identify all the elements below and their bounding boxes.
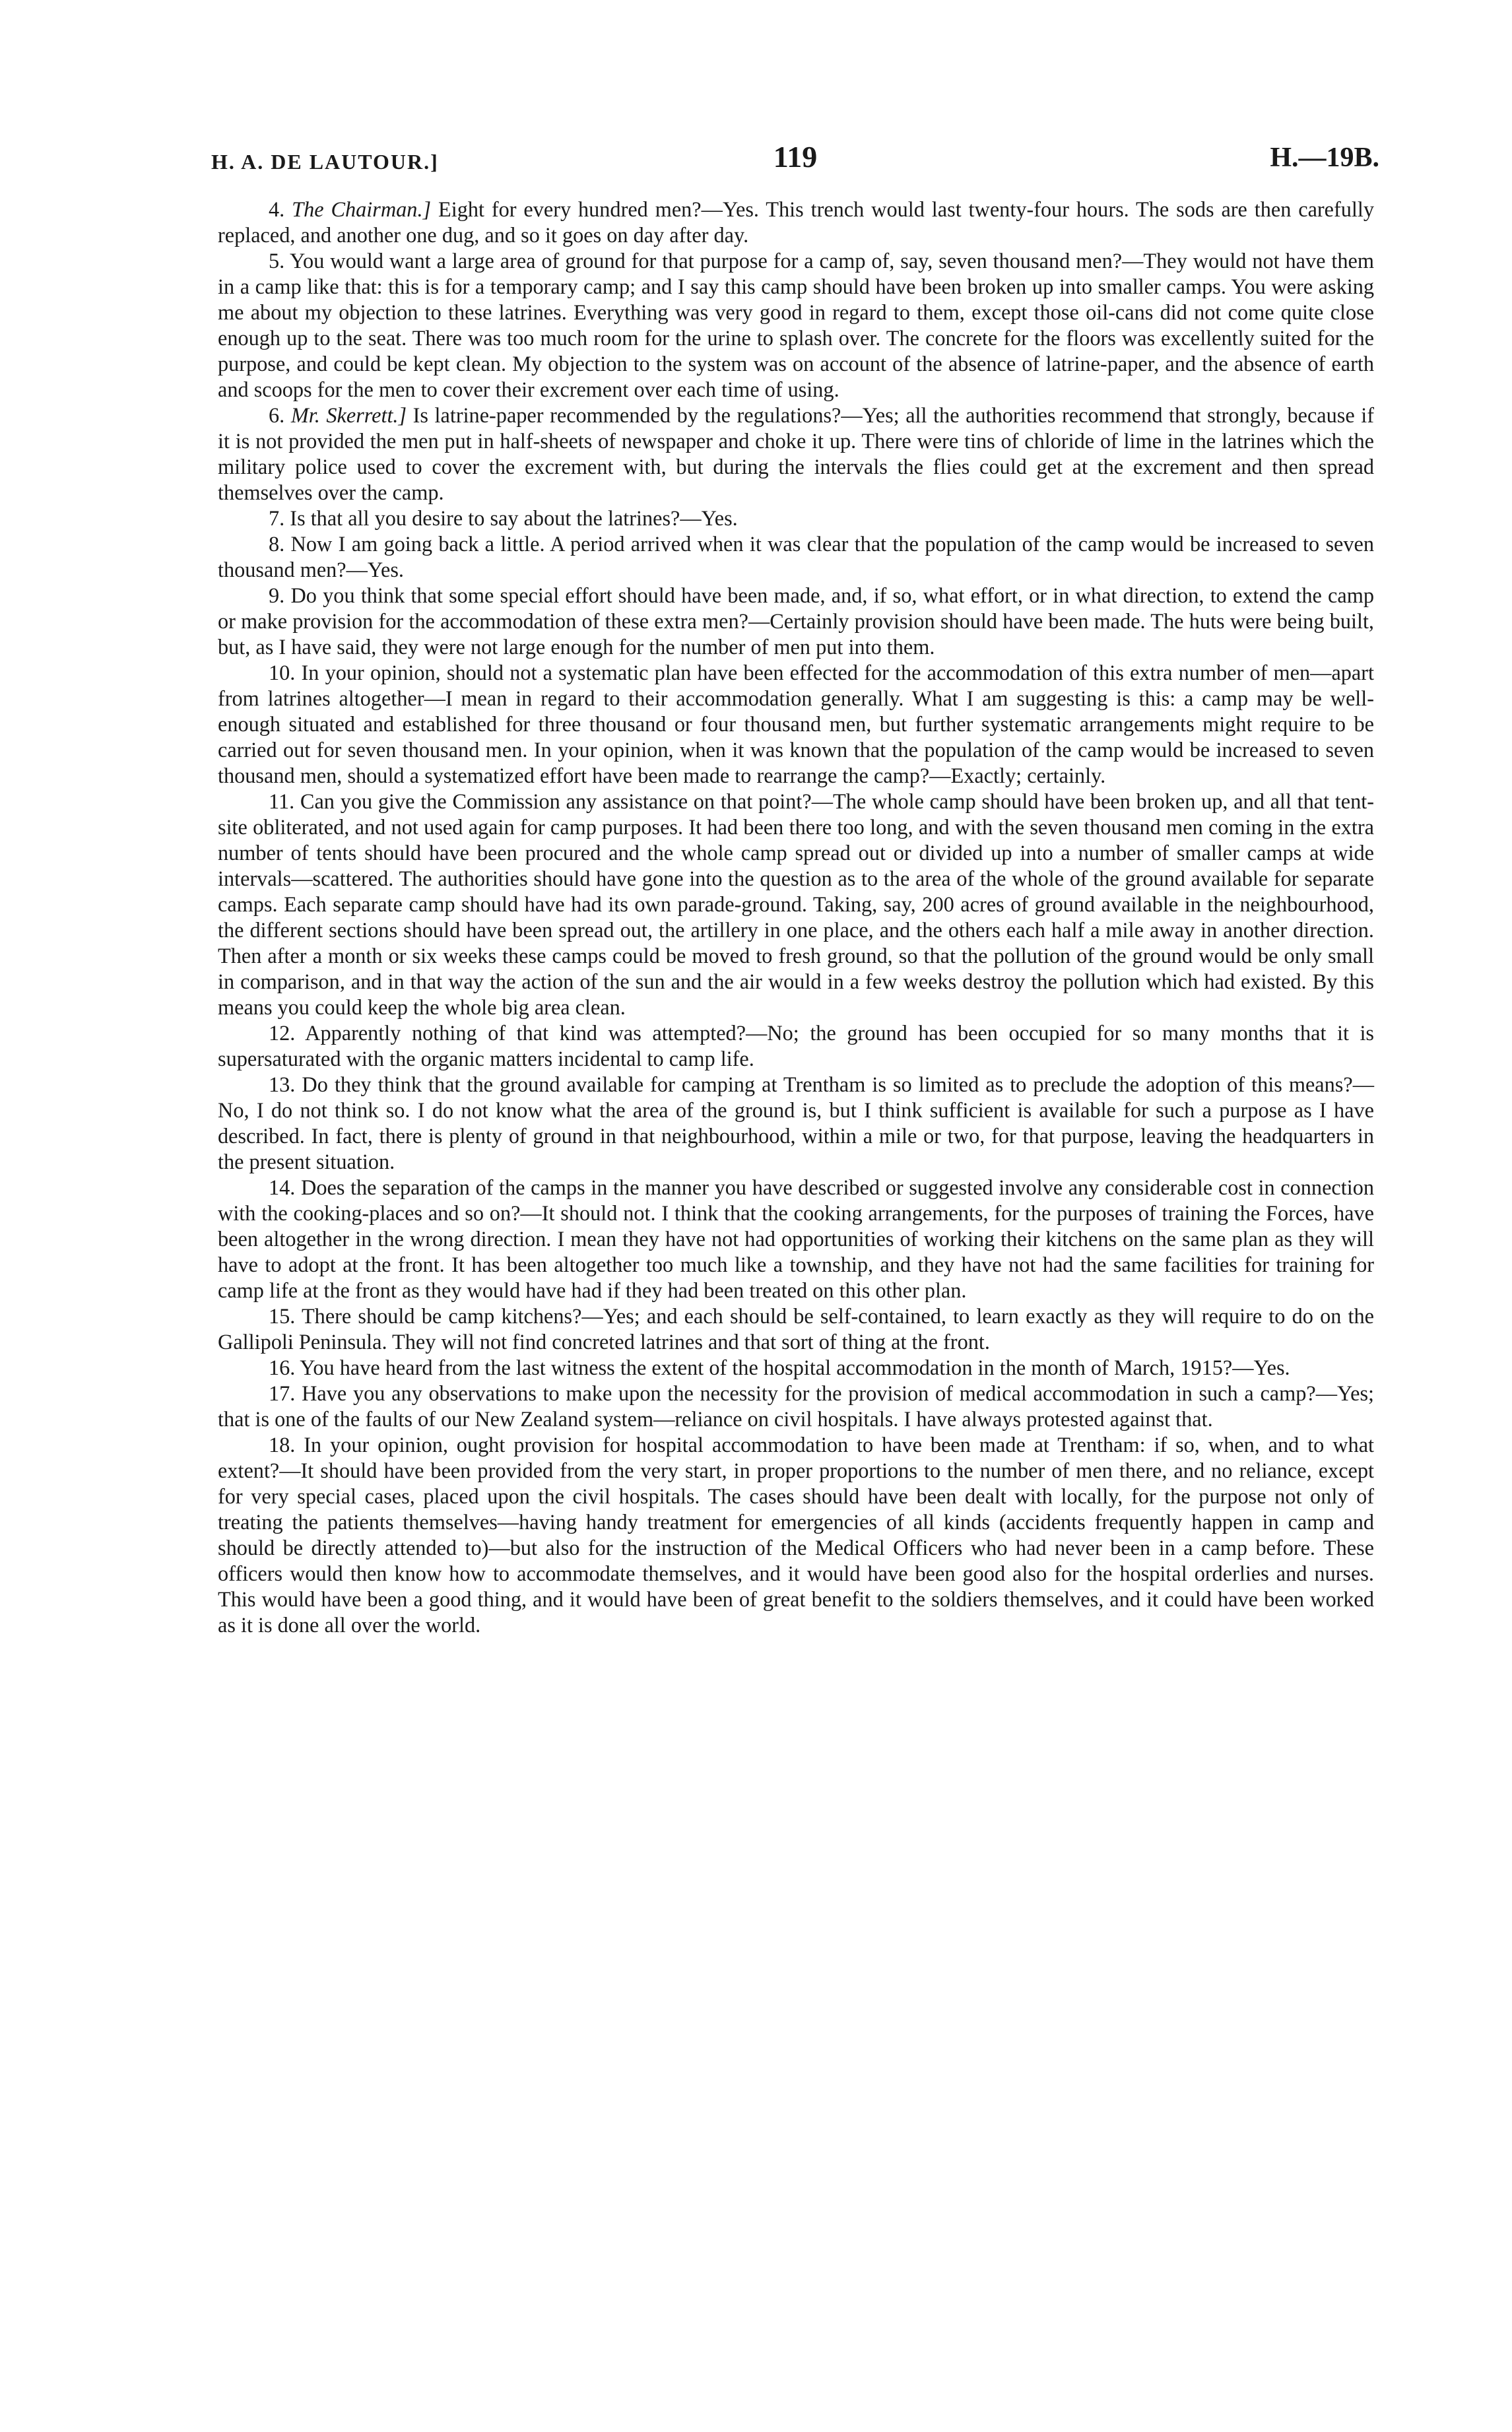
paragraph — [218, 789, 1374, 1020]
paragraph — [218, 197, 1374, 248]
paragraph — [218, 248, 1374, 403]
paragraph-text: You have heard from the last witness the extent of the hospital accommodation in the month of March, 1915?—Yes. — [295, 1356, 1290, 1379]
paragraph — [218, 1303, 1374, 1355]
paragraph-text: Is that all you desire to say about the latrines?—Yes. — [284, 506, 738, 530]
paragraph — [218, 1020, 1374, 1072]
paragraph — [218, 1175, 1374, 1303]
paragraph-text: Now I am going back a little. A period arrived when it was clear that the population of the camp would be increased to seven thousand men?—Yes. — [218, 532, 1374, 581]
paragraph-text: Do you think that some special effort should have been made, and, if so, what effort, or in what direction, to extend the camp or make provision for the accommodation of these extra men?—Certainly provision should have been made. The huts were being built, but, as I have said, they were not large enough for the number of men put into them. — [218, 583, 1374, 659]
page-header — [211, 135, 1379, 181]
paragraph-text: You would want a large area of ground for that purpose for a camp of, say, seven thousand men?—They would not have them in a camp like that: this is for a temporary camp; and I say this camp should have been broken up into smaller camps. You were asking me about my objection to these latrines. Everything was very good in regard to them, except those oil-cans did not come quite close enough up to the seat. There was too much room for the urine to splash over. The concrete for the floors was excellently suited for the purpose, and could be kept clean. My objection to the system was on account of the absence of latrine-paper, and the absence of earth and scoops for the men to cover their excrement over each time of using. — [218, 249, 1374, 401]
paragraph — [218, 531, 1374, 583]
paragraph-number: 10. — [269, 661, 296, 684]
paragraph-number: 13. — [269, 1072, 296, 1096]
page-number: 119 — [773, 140, 818, 174]
paragraph-number: 17. — [269, 1381, 296, 1405]
paragraph — [218, 506, 1374, 531]
speaker-label: Mr. Skerrett.] — [290, 403, 407, 427]
document-reference: H.—19B. — [1270, 143, 1379, 173]
paragraph-number: 16. — [269, 1356, 296, 1379]
paragraph-text: In your opinion, should not a systematic plan have been effected for the accommodation of this extra number of men—apart from latrines altogether—I mean in regard to their accommodation generally. What I am suggesting is this: a camp may be well-enough situated and established for three thousand or four thousand men, but further systematic arrangements might require to be carried out for seven thousand men. In your opinion, when it was known that the population of the camp would be increased to seven thousand men, should a systematized effort have been made to rearrange the camp?—Exactly; certainly. — [218, 661, 1374, 787]
paragraph-number: 12. — [269, 1021, 296, 1045]
paragraph — [218, 660, 1374, 789]
page-body — [218, 197, 1374, 1638]
paragraph-number: 14. — [269, 1175, 296, 1199]
paragraph — [218, 1072, 1374, 1175]
paragraph-number: 9. — [269, 583, 285, 607]
paragraph-number: 4. — [269, 197, 285, 221]
witness-name: H. A. DE LAUTOUR.] — [211, 150, 439, 174]
paragraph — [218, 1355, 1374, 1381]
paragraph-text: Do they think that the ground available for camping at Trentham is so limited as to preclude the adoption of this means?—No, I do not think so. I do not know what the area of the ground is, but I think sufficient is available for such a purpose as I have described. In fact, there is plenty of ground in that neighbourhood, within a mile or two, for that purpose, leaving the headquarters in the present situation. — [218, 1072, 1374, 1173]
paragraph — [218, 1381, 1374, 1432]
paragraph-text: Is latrine-paper recommended by the regulations?—Yes; all the authorities recommend that strongly, because if it is not provided the men put in half-sheets of newspaper and choke it up. There were tins of chloride of lime in the latrines which the military police used to cover the excrement with, but during the intervals the flies could get at the excrement and then spread themselves over the camp. — [218, 403, 1375, 504]
paragraph-number: 11. — [269, 789, 295, 813]
paragraph-text: Have you any observations to make upon the necessity for the provision of medical accommodation in such a camp?—Yes; that is one of the faults of our New Zealand system—reliance on civil hospitals. I have always protested against that. — [218, 1381, 1374, 1431]
paragraph-text: Eight for every hundred men?—Yes. This trench would last twenty-four hours. The sods are then carefully replaced, and another one dug, and so it goes on day after day. — [218, 197, 1374, 247]
paragraph-text: There should be camp kitchens?—Yes; and each should be self-contained, to learn exactly as they will require to do on the Gallipoli Peninsula. They will not find concreted latrines and that sort of thing at the front. — [218, 1304, 1374, 1354]
paragraph-number: 18. — [269, 1433, 296, 1457]
paragraph-number: 6. — [269, 403, 285, 427]
paragraph-text: Apparently nothing of that kind was attempted?—No; the ground has been occupied for so many months that it is supersaturated with the organic matters incidental to camp life. — [218, 1021, 1374, 1070]
paragraph-text: Can you give the Commission any assistance on that point?—The whole camp should have been broken up, and all that tent-site obliterated, and not used again for camp purposes. It had been there too long, and with the seven thousand men coming in the extra number of tents should have been procured and the whole camp spread out or divided up into a number of smaller camps at wide intervals—scattered. The authorities should have gone into the question as to the area of the whole of the ground available for separate camps. Each separate camp should have had its own parade-ground. Taking, say, 200 acres of ground available in the neighbourhood, the different sections should have been spread out, the artillery in one place, and the others each half a mile away in another direction. Then after a month or six weeks these camps could be moved to fresh ground, so that the pollution of the ground would be only small in comparison, and in that way the action of the sun and the air would in a few weeks destroy the pollution which had existed. By this means you could keep the whole big area clean. — [218, 789, 1374, 1019]
paragraph-number: 7. — [269, 506, 285, 530]
paragraph — [218, 1432, 1374, 1638]
paragraph — [218, 583, 1374, 660]
speaker-label: The Chairman.] — [292, 197, 432, 221]
paragraph — [218, 403, 1374, 506]
paragraph-number: 5. — [269, 249, 285, 273]
paragraph-text: In your opinion, ought provision for hospital accommodation to have been made at Trentham: if so, when, and to what extent?—It should have been provided from the very start, in proper proportions to the number of men there, and no reliance, except for very special cases, placed upon the civil hospitals. The cases should have been dealt with locally, for the purpose not only of treating the patients themselves—having handy treatment for emergencies of all kinds (accidents frequently happen in camp and should be directly attended to)—but also for the instruction of the Medical Officers who had never been in a camp before. These officers would then know how to accommodate themselves, and it would have been good also for the hospital orderlies and nurses. This would have been a good thing, and it would have been of great benefit to the soldiers themselves, and it could have been worked as it is done all over the world. — [218, 1433, 1374, 1637]
paragraph-number: 15. — [269, 1304, 296, 1328]
paragraph-number: 8. — [269, 532, 285, 556]
paragraph-text: Does the separation of the camps in the manner you have described or suggested involve any considerable cost in connection with the cooking-places and so on?—It should not. I think that the cooking arrangements, for the purposes of training the Forces, have been altogether in the wrong direction. I mean they have not had opportunities of working their kitchens on the same plan as they will have to adopt at the front. It has been altogether too much like a township, and they have not had the same facilities for training for camp life at the front as they would have had if they had been treated on this other plan. — [218, 1175, 1374, 1302]
